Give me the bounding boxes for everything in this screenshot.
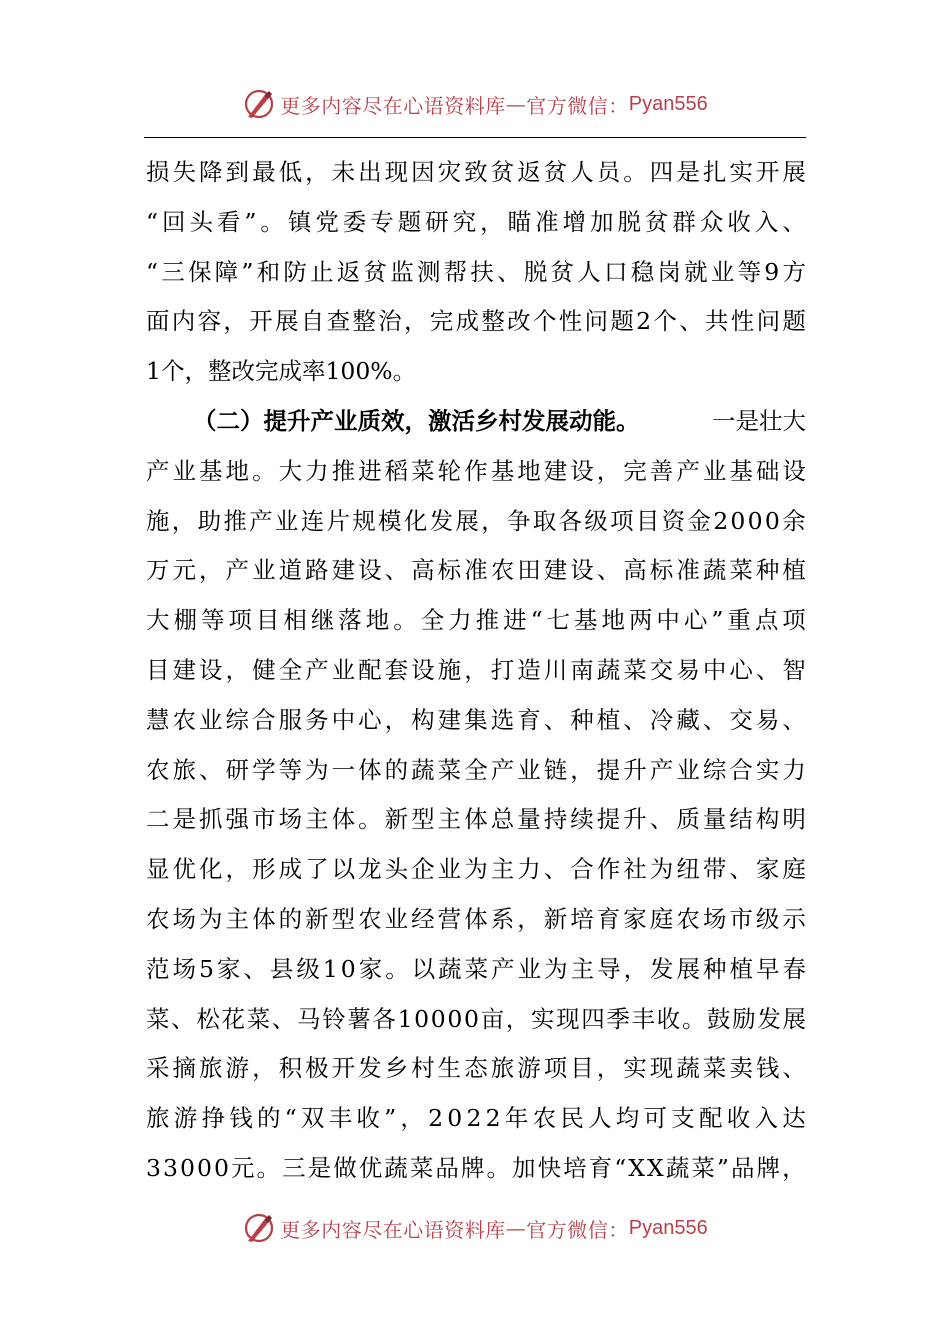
header-wechat-id: Pyan556 [628,92,708,115]
header-divider [144,137,806,138]
text-line: “ 三 保 障 ” 和 防 止 返 贫 监 测 帮 扶 、 脱 贫 人 口 稳 岗 就 业 等 9 方 [146,257,806,286]
pen-logo-icon [242,87,276,121]
header-banner [0,84,950,124]
pen-logo-icon [242,1211,276,1245]
text-line: 万 元 ， 产 业 道 路 建 设 、 高 标 准 农 田 建 设 、 高 标 准 蔬 菜 种 植 [146,556,806,585]
text-line: 二 是 抓 强 市 场 主 体 。 新 型 主 体 总 量 持 续 提 升 、 质 量 结 构 明 [146,805,806,834]
text-line: 慧 农 业 综 合 服 务 中 心 ， 构 建 集 选 育 、 种 植 、 冷 藏 、 交 易 、 [146,705,806,734]
text-line: 产 业 基 地 。 大 力 推 进 稻 菜 轮 作 基 地 建 设 ， 完 善 产 业 基 础 设 [146,456,806,485]
footer-dash: — [505,1216,527,1240]
section-heading-line [146,397,806,447]
footer-site-name: 更多内容尽在心语资料库 [280,1217,506,1242]
text-line: 采 摘 旅 游 ， 积 极 开 发 乡 村 生 态 旅 游 项 目 ， 实 现 蔬 菜 卖 钱 、 [146,1054,806,1083]
section-heading: （二）提升产业质效，激活乡村发展动能。 [193,406,640,435]
text-line: 3 3 0 0 0 元 。 三 是 做 优 蔬 菜 品 牌 。 加 快 培 育 “ X X 蔬 菜 ” 品 牌 ， [146,1153,806,1182]
header-dash: — [505,92,527,116]
text-line: 面 内 容 ， 开 展 自 查 整 治 ， 完 成 整 改 个 性 问 题 2 个 、 共 性 问 题 [146,307,806,336]
footer-wechat-label: 官方微信： [526,1217,629,1242]
text-line: 大 棚 等 项 目 相 继 落 地 。 全 力 推 进 “ 七 基 地 两 中 心 ” 重 点 项 [146,606,806,635]
header-site-name: 更多内容尽在心语资料库 [280,93,506,118]
text-line: 菜 、 松 花 菜 、 马 铃 薯 各 1 0 0 0 0 亩 ， 实 现 四 季 丰 收 。 鼓 励 发 展 [146,1004,806,1033]
text-line: 1个，整改完成率100%。 [146,357,417,386]
text-line-tail: 一是壮大 [712,406,806,435]
text-line: 范 场 5 家 、 县 级 1 0 家 。 以 蔬 菜 产 业 为 主 导 ， 发 展 种 植 早 春 [146,954,806,983]
text-line: 农 场 为 主 体 的 新 型 农 业 经 营 体 系 ， 新 培 育 家 庭 农 场 市 级 示 [146,904,806,933]
footer-wechat-id: Pyan556 [628,1216,708,1239]
text-line: 显 优 化 ， 形 成 了 以 龙 头 企 业 为 主 力 、 合 作 社 为 纽 带 、 家 庭 [146,855,806,884]
document-body [146,148,806,1194]
text-line: 旅 游 挣 钱 的 “ 双 丰 收 ” ， 2 0 2 2 年 农 民 人 均 可 支 配 收 入 达 [146,1104,806,1133]
footer-banner [0,1208,950,1248]
text-line: 农 旅 、 研 学 等 为 一 体 的 蔬 菜 全 产 业 链 ， 提 升 产 业 综 合 实 力 [146,755,806,784]
text-line: 施 ， 助 推 产 业 连 片 规 模 化 发 展 ， 争 取 各 级 项 目 资 金 2 0 0 0 余 [146,506,806,535]
text-line: “ 回 头 看 ” 。 镇 党 委 专 题 研 究 ， 瞄 准 增 加 脱 贫 群 众 收 入 、 [146,207,806,236]
text-line: 目 建 设 ， 健 全 产 业 配 套 设 施 ， 打 造 川 南 蔬 菜 交 易 中 心 、 智 [146,655,806,684]
header-wechat-label: 官方微信： [526,93,629,118]
text-line: 损 失 降 到 最 低 ， 未 出 现 因 灾 致 贫 返 贫 人 员 。 四 是 扎 实 开 展 [146,158,806,186]
